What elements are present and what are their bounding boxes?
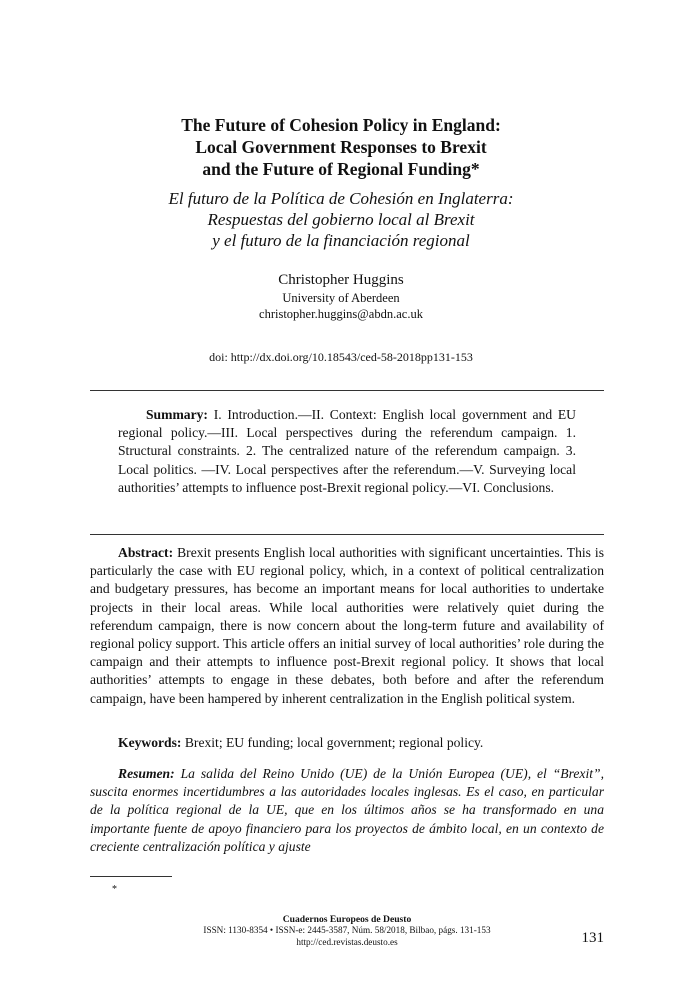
abstract-paragraph [90,544,604,708]
abstract-label: Abstract: [118,545,174,560]
doi-link: doi: http://dx.doi.org/10.18543/ced-58-2018pp131-153 [209,350,473,364]
subtitle-line: El futuro de la Política de Cohesión en Inglaterra: [168,189,514,208]
subtitle-line: y el futuro de la financiación regional [212,231,470,250]
title-line: and the Future of Regional Funding* [202,159,480,179]
divider-top [90,390,604,391]
keywords-paragraph [118,734,604,752]
journal-issn: ISSN: 1130-8354 • ISSN-e: 2445-3587, Núm. 58/2018, Bilbao, págs. 131-153 [203,925,491,936]
divider-bottom [90,534,604,535]
abstract-text: Brexit presents English local authorities with significant uncertainties. This is particularly the case with EU regional policy, which, in a context of political centralization and budgetary pressures, has become an important means for local authorities to undertake projects in their local areas. While local authorities were relatively quiet during the referendum campaign, there is now concern about the long-term future and availability of regional policy support. This article offers an initial survey of local authorities’ role during the campaign and their attempts to influence post-Brexit regional policy. It shows that local authorities’ attempts to engage in these debates, both before and after the referendum campaign, have been hampered by inherent centralization in the English political system. [90,545,604,706]
author-email: christopher.huggins@abdn.ac.uk [259,307,423,321]
footnote-rule [90,876,172,877]
paper-subtitle-spanish [90,188,592,251]
journal-name: Cuadernos Europeos de Deusto [282,914,412,925]
summary-label: Summary: [146,407,208,422]
title-line: Local Government Responses to Brexit [195,137,487,157]
summary-paragraph [118,406,576,497]
keywords-label: Keywords: [118,735,182,750]
page-number: 131 [581,930,604,946]
footnote-mark: * [112,884,117,895]
summary-text: I. Introduction.—II. Context: English local government and EU regional policy.—III. Local perspectives during the referendum campaign. 1. Structural constraints. 2. The centralized nature of the referendum campaign. 3. Local politics. —IV. Local perspectives after the referendum.—V. Surveying local authorities’ attempts to influence post-Brexit regional policy.—VI. Conclusions. [118,407,577,495]
author-name: Christopher Huggins [278,272,404,288]
resumen-paragraph [90,765,604,856]
paper-title [90,114,592,180]
resumen-label: Resumen: [118,766,175,781]
journal-footer [90,914,604,948]
subtitle-line: Respuestas del gobierno local al Brexit [207,210,475,229]
resumen-text: La salida del Reino Unido (UE) de la Unión Europea (UE), el “Brexit”, suscita enormes incertidumbres a las autoridades locales inglesas. Es el caso, en particular de la política regional de la UE, que en los últimos años se ha transformado en una importante fuente de apoyo financiero para los proyectos de ámbito local, en un contexto de creciente centralización política y ajuste [90,766,604,854]
title-line: The Future of Cohesion Policy in England: [181,115,501,135]
keywords-text: Brexit; EU funding; local government; regional policy. [184,735,484,750]
author-affiliation: University of Aberdeen [282,291,400,305]
journal-url: http://ced.revistas.deusto.es [296,936,398,947]
